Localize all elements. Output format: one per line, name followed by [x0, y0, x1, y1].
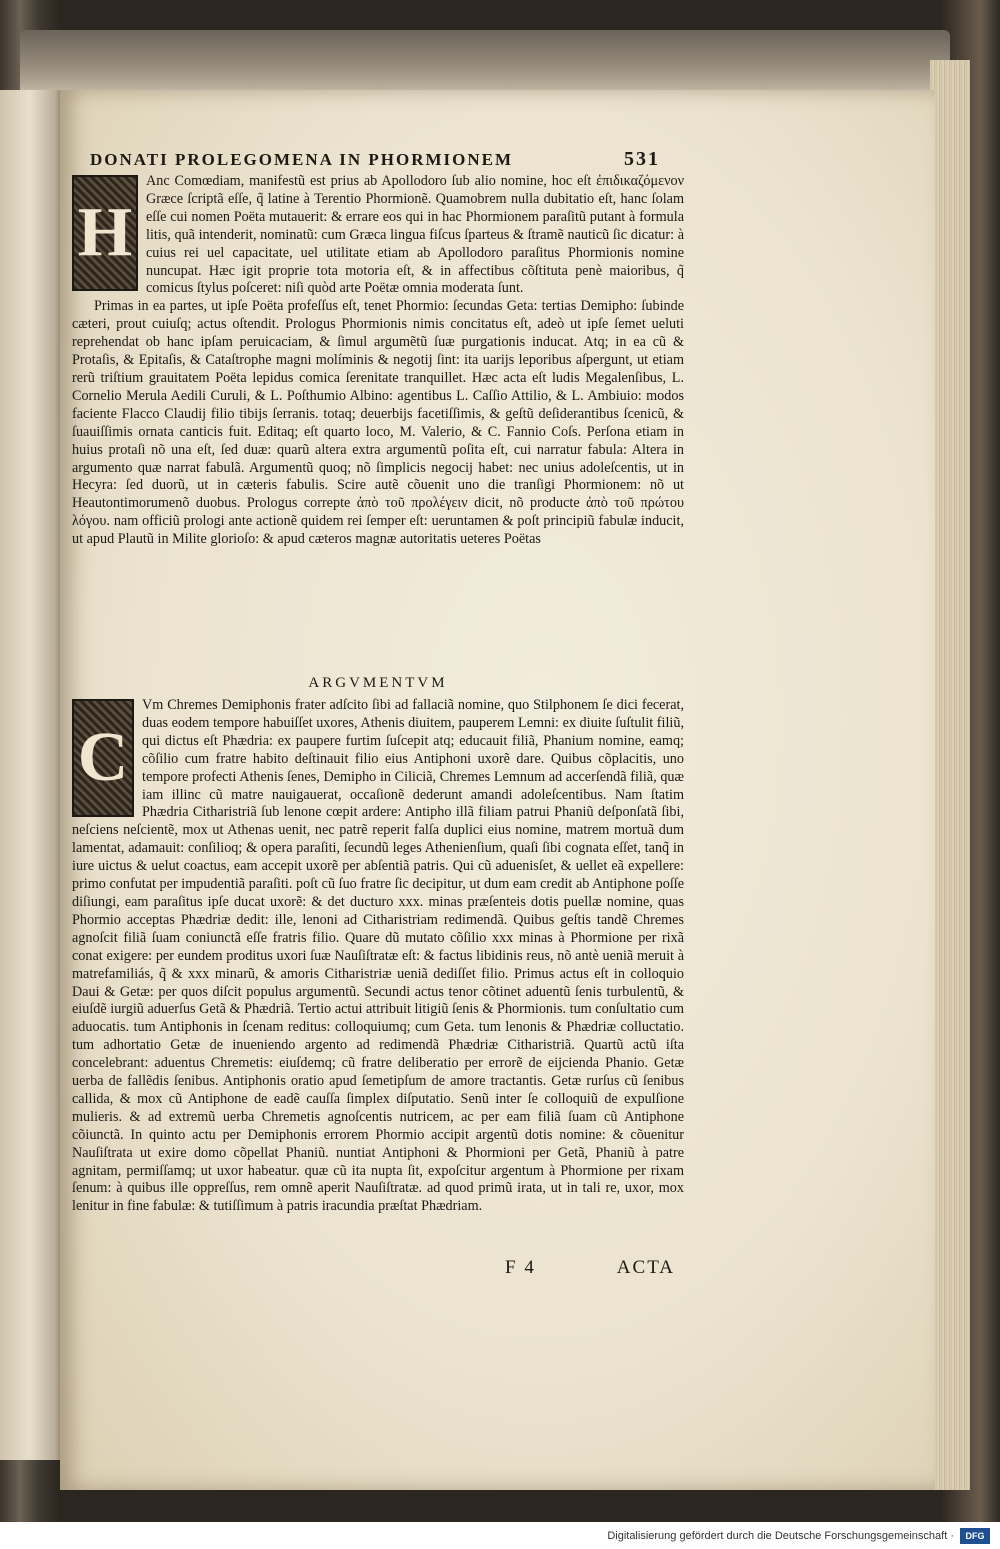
running-title: DONATI PROLEGOMENA IN PHORMIONEM [90, 150, 514, 169]
decorated-initial-h: H [72, 175, 138, 291]
catchword: ACTA [616, 1257, 675, 1278]
signature-mark: F 4 [505, 1257, 536, 1278]
attribution-text: Digitalisierung gefördert durch die Deutsche Forschungsgemeinschaft · [607, 1529, 954, 1542]
paragraph-2: Primas in ea partes, ut ipſe Poëta profeſſus eſt, tenet Phormio: ſecundas Geta: tertias Demipho: ſubinde cæteri, prout cuiuſq; actus oſtendit. Prologus Phormionis nimis concitatus eſt, adeò ut ipſe ſemet ueluti reprehendat ob hanc ipſam peruicaciam, & ſimul argumẽtũ ſuæ purgationis inducat. Atq; in ea cũ & Protaſis, & Epitaſis, & Cataſtrophe magni molíminis & negotij ſint: ita uarijs leporibus aſpergunt, ut etiam rerũ triſtium grauitatem Poëta lepidus comica ſerenitate tranquillet. Hæc acta eſt ludis Megalenſibus, L. Cornelio Merula Aedili Curuli, & L. Poſthumio Albino: agentibus L. Caſſio Attilio, & L. Ambiuio: modos faciente Flacco Claudij filio tibijs ſerranis. totaq; deuerbijs facetiſſimis, & geſtũ deſiderantibus ſcenicũ, & ſuauiſſimis ornata canticis fuit. Editaq; eſt quarto loco, M. Valerio, & C. Fannio Coſs. Perſona etiam in huius protaſi nõ una eſt, ſed duæ: quarũ altera extra argumentũ poſita eſt, cui narratur fabula: Altera in argumento quæ narrat fabulã. Argumentũ quoq; nõ ſimplicis negocij habet: nec unius adoleſcentis, ut in Hecyra: ſed duorũ, ut in cæteris fabulis. Scire autẽ cõuenit uno die tranſigi Phormionem: nõ ut Heautontimorumenõ duobus. Prologus correpte ἀπὸ τοῦ προλέγειν dicit, nõ producte ἀπὸ τοῦ πρώτου λόγου. nam officiũ prologi ante actionẽ quidem rei ſemper eſt: ueruntamen & poſt principiũ fabulæ inducit, ut apud Plautũ in Milite glorioſo: & apud cæteros magnæ autoritatis ueteres Poëtas [72, 298, 684, 548]
decorated-initial-c: C [72, 699, 134, 817]
argumentum-text [72, 697, 684, 1216]
prolegomena-text [72, 173, 684, 549]
paragraph-3: Vm Chremes Demiphonis frater adſcito ſibi ad fallaciã nomine, quo Stilphonem ſe dici fecerat, duas eodem tempore habuiſſet uxores, Athenis diuitem, pauperem Lemni: ex diuite ſuſtulit filiũ, qui dictus eſt Phædria: ex paupere furtim ſuſcepit atq; educauit filiã, Phanium nomine, eamq; cõſilio cum fratre habito deſtinauit filio eius Antiphoni uxorẽ dare. Quibus cõplacitis, uno tempore profecti Athenis ſenes, Demipho in Ciliciã, Chremes Lemnum ad accerſendã filiã, quæ iam illinc cũ matre nauigauerat, occaſionẽ dederunt amandi adoleſcentibus. Nam ſtatim Phædria Citharistriã ſub lenone cœpit ardere: Antipho illã filiam patrui Phaniũ deſponſatã ſibi, neſciens neſcientẽ, mox ut Athenas uenit, nec patrẽ reperit falſa duplici eius nomine, matrem mortuã dum lamentat, adamauit: conſilioq; & opera paraſiti, ſecundũ leges Athenienſium, quaſi ſibi cognata eſſet, tanq̃ in iure uictus & uelut coactus, eam accepit uxorẽ per abſentiã patris. Qui cũ aduenisſet, & uellet eã expellere: primo confutat per impudentiã paraſiti. poſt cũ ſuo fratre ſic decipitur, ut dum eam credit ab Antiphone poſſe diſiungi, eam paraſitus ipſe ducat uxorẽ: & det ducturo xxx. minas præſenteis dotis puellæ nomine, quas Phormio acceptas Phædriæ dedit: ille, lenoni ad Citharistriam redimendã. Quibus geſtis tandẽ Chremes agnoſcit filiã ſuam coniunctã eſſe fratris filio. Quare dũ mutato cõſilio xxx minas à Phormione per rixã conat exigere: per eundem proditus uxori ſuæ Nauſiſtratæ eſt: & factus libidinis reus, nõ antè ueniã meruit à matrefamiliás, q̃ & xxx minarũ, & amoris Citharistriæ ueniã dediſſet filio. Primus actus eſt in colloquio Daui & Getæ: per quos diſcit populus argumentũ. Secundi actus tenor cõtinet aduentũ ſenis turbulentũ, & eiuſdẽ iurgiũ aduerſus Getã & Phædriã. Tertio actui attribuit litigiũ ſenis & Phormionis. tum conſultatio cum aduocatis. tum Antiphonis in ſcenam reditus: colloquiumq; cum Geta. tum lenonis & Phædriæ colluctatio. tum adhortatio Getæ de inueniendo argento ad redimendã Phædriæ Citharistriã. Quartũ actũ iſta concelebrant: aduentus Chremetis: eiuſdemq; cũ fratre deliberatio per errorẽ de eijcienda Phanio. Getæ uerba de fallẽdis ſenibus. Antiphonis oratio apud ſemetipſum de amore tractantis. Getæ rurſus cũ ſenibus callida, & mox cũ Antiphone de eadẽ cauſſa ſimplex diſputatio. Senũ inter ſe colloquiũ de expulſione mulieris. & ad extremũ uerba Chremetis agnoſcentis nutricem, ac per eam filiã ſuam cũ Antiphone cõiunctã. In quinto actu per Demiphonis errorem Phormio accipit argentũ dotis nomine: & cõuenitur Nauſiſtrata ut exire domo cõpellat Phaniũ. nuntiat Antiphoni & Phormioni per Getã, Phaniũ à patre agnitam, permiſſamq; ut uxor habeatur. quæ cũ ita nupta ſit, expoſcitur argentum à Phormione per rixam ſenum: à quibus ille oppreſſus, rem omnẽ aperit Nauſiſtratæ. ad quod primũ irata, ut in tali re, uxor, mox lenitur in fine fabulæ: & tutiſſimum à patris iracundia præſtat Phædriam. [72, 697, 684, 1215]
paragraph-1: Anc Comœdiam, manifestũ est prius ab Apollodoro ſub alio nomine, hoc eſt ἐπιδικαζόμενον Græce ſcriptã eſſe, q̃ latine à Terentio Phormionẽ. Quamobrem nulla dubitatio eſt, hanc ſolam eſſe cui nomen Poëta mutauerit: & errare eos qui in hac Phormionem paraſitũ putant à formula litis, quã intenderit, nominatũ: cum Græca lingua fiſcus ſparteus & ſtramẽ nauticũ ſic dicatur: à cuius rei uel capacitate, uel utilitate etiam ab Apollodoro paraſitus Phormionis nomine nuncupat. Hæc igit proprie tota motoria eſt, & in affectibus cõſtituta penè maioribus, q̃ comicus ſtylus poſceret: niſi quòd arte Poëtæ omnia moderata ſunt. [146, 173, 684, 297]
section-heading: ARGVMENTVM [308, 675, 448, 691]
attribution-bar [0, 1522, 1000, 1549]
book-fore-edge [930, 60, 970, 1490]
running-header [90, 148, 660, 174]
page-footer [505, 1257, 675, 1281]
page-number: 531 [624, 148, 660, 170]
dfg-logo-icon: DFG [960, 1528, 990, 1544]
